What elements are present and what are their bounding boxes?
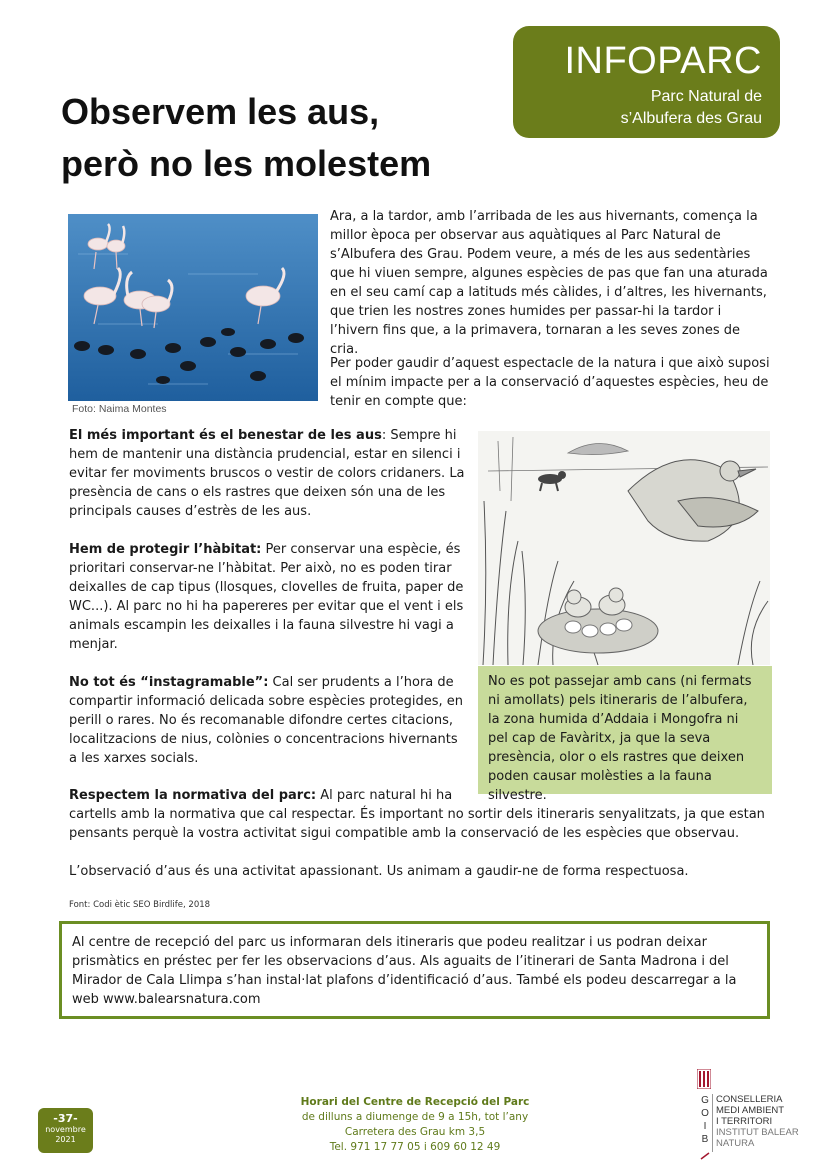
logo-line: I TERRITORI bbox=[716, 1116, 773, 1127]
section-regulations bbox=[69, 786, 769, 843]
page-title bbox=[61, 86, 501, 190]
reception-center-hours bbox=[230, 1095, 600, 1155]
logo-letter: O bbox=[701, 1108, 709, 1119]
source-note: Font: Codi ètic SEO Birdlife, 2018 bbox=[69, 900, 211, 910]
conselleria-logo-text bbox=[716, 1094, 799, 1149]
logo-letter: I bbox=[703, 1121, 707, 1132]
regulations-line1-text: Al parc natural hi ha bbox=[316, 788, 453, 803]
guideline-section bbox=[69, 540, 469, 654]
guideline-body: Cal ser prudents a l’hora de compartir informació delicada sobre espècies protegides, en perill o rares. No és recomanable difondre certes citacions, localitzacions de nius, colònies o concentracions hivernants a les xarxes socials. bbox=[69, 675, 464, 766]
guideline-body: Per conservar una espècie, és prioritari conservar-ne l’hàbitat. Per això, no es poden tirar deixalles de cap tipus (llosques, clovelles de fruita, paper de WC...). Al parc no hi ha papereres per evitar que el vent i els animals escampin les deixalles i la fauna silvestre hi vagi a menjar. bbox=[69, 542, 464, 652]
infoparc-badge bbox=[513, 26, 780, 138]
badge-subtitle bbox=[621, 86, 762, 130]
intro-paragraph-1: Ara, a la tardor, amb l’arribada de les aus hivernants, comença la millor època per observar aus aquàtiques al Parc Natural de s’Albufera des Grau. Podem veure, a més de les aus sedentàries que hi viuen sempre, algunes espècies de pas que fan una aturada en el seu camí cap a latituds més càlides, i d’altres, les hivernants, que trien les nostres zones humides per passar-hi la tardor i l’hivern fins que, a la primavera, tornaran a les seves zones de cria. bbox=[330, 209, 768, 357]
guideline-heading: El més important és el benestar de les aus bbox=[69, 428, 382, 443]
page-number: -37- bbox=[53, 1112, 78, 1125]
regulations-heading: Respectem la normativa del parc: bbox=[69, 788, 317, 803]
regulations-line3: pensants perquè la vostra activitat sigui compatible amb la conservació de les espècies que observau. bbox=[69, 826, 740, 841]
guideline-heading: No tot és “instagramable”: bbox=[69, 675, 269, 690]
hours-line2: Carretera des Grau km 3,5 bbox=[344, 1126, 486, 1138]
badge-subtitle-line1: Parc Natural de bbox=[650, 88, 762, 105]
regulations-line1 bbox=[69, 786, 769, 805]
badge-title: INFOPARC bbox=[564, 40, 762, 82]
logo-line: CONSELLERIA bbox=[716, 1094, 783, 1105]
hours-line3: Tel. 971 17 77 05 i 609 60 12 49 bbox=[329, 1141, 501, 1153]
logo-slash-icon bbox=[700, 1145, 710, 1153]
flamingo-photo bbox=[68, 214, 318, 401]
guideline-heading: Hem de protegir l’hàbitat: bbox=[69, 542, 262, 557]
hours-line1: de dilluns a diumenge de 9 a 15h, tot l’any bbox=[301, 1111, 529, 1123]
logo-divider bbox=[712, 1094, 713, 1152]
title-line2: però no les molestem bbox=[61, 143, 432, 184]
logo-letter: B bbox=[701, 1134, 709, 1145]
dogs-notice-box: No es pot passejar amb cans (ni fermats ni amollats) pels itineraris de l’albufera, la zona humida d’Addaia i Mongofra ni pel cap de Favàritx, ja que la seva presència, olor o els rastres que deixen poden causar molèsties a la fauna silvestre. bbox=[478, 666, 772, 794]
logo-line: NATURA bbox=[716, 1138, 755, 1149]
hours-heading: Horari del Centre de Recepció del Parc bbox=[300, 1096, 530, 1108]
guideline-section bbox=[69, 426, 469, 521]
guidelines-column bbox=[69, 426, 469, 787]
regulations-line2: cartells amb la normativa que cal respectar. És important no sortir dels itineraris senyalitzats, ja que estan bbox=[69, 807, 765, 822]
logo-letter: G bbox=[701, 1095, 709, 1106]
closing-paragraph: L’observació d’aus és una activitat apassionant. Us animam a gaudir-ne de forma respectuosa. bbox=[69, 864, 689, 879]
visitor-info-box: Al centre de recepció del parc us informaran dels itineraris que podeu realitzar i us podran deixar prismàtics en préstec per fer les observacions d’aus. Als aguaits de l’itinerari de Santa Madrona i del Mirador de Cala Llimpa s’han instal·lat plafons d’identificació d’aus. També els podeu descarregar a la web www.balearsnatura.com bbox=[59, 921, 770, 1019]
page-year: 2021 bbox=[55, 1135, 76, 1144]
page-month: novembre bbox=[45, 1125, 86, 1134]
page-number-badge bbox=[38, 1108, 93, 1153]
title-line1: Observem les aus, bbox=[61, 91, 380, 132]
goib-letters bbox=[700, 1094, 710, 1146]
guideline-body: : Sempre hi hem de mantenir una distància prudencial, estar en silenci i evitar fer moviments bruscos o vestir de colors cridaners. La presència de cans o els rastres que deixen són una de les principals causes d’estrès de les aus. bbox=[69, 428, 465, 519]
goib-emblem-icon bbox=[697, 1069, 711, 1089]
badge-subtitle-line2: s’Albufera des Grau bbox=[620, 110, 762, 127]
logo-line: MEDI AMBIENT bbox=[716, 1105, 785, 1116]
guideline-section bbox=[69, 673, 469, 768]
intro-paragraph-2: Per poder gaudir d’aquest espectacle de la natura i que això suposi el mínim impacte per a la conservació d’aquestes espècies, heu de tenir en compte que: bbox=[330, 356, 770, 409]
logo-line: INSTITUT BALEAR bbox=[716, 1127, 799, 1138]
photo-caption: Foto: Naima Montes bbox=[72, 403, 167, 415]
duck-nest-illustration bbox=[478, 431, 770, 665]
